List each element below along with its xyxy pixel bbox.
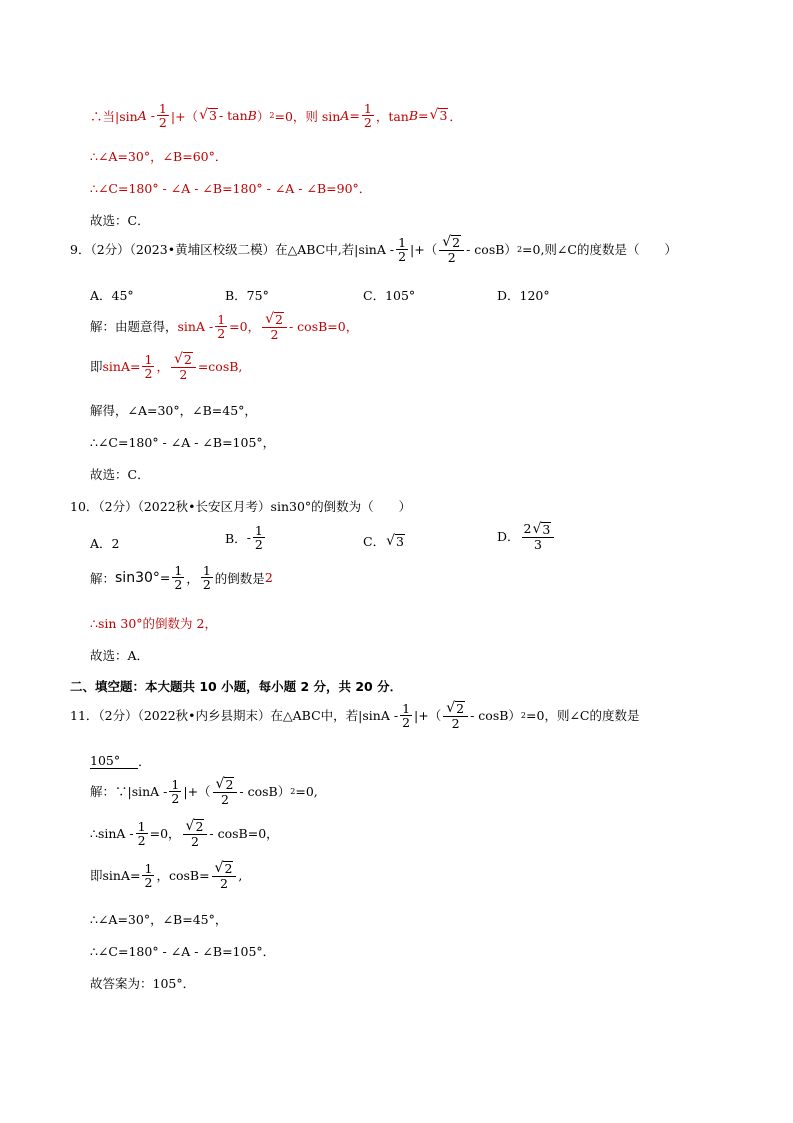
var-b: B: [247, 108, 257, 124]
radical-sign: √: [215, 776, 225, 792]
denominator: 2: [363, 115, 372, 131]
denominator: 2: [158, 115, 167, 131]
radicand: 3: [396, 533, 404, 549]
period: ．: [138, 754, 151, 769]
radical-sign: √: [214, 860, 224, 876]
text-segment: 解：由题意得，: [90, 319, 178, 335]
text-segment: ,: [238, 867, 243, 883]
radical-sign: √: [446, 700, 456, 716]
numerator: [171, 352, 196, 368]
fraction-one-half: [142, 353, 154, 380]
option-label: B．: [225, 530, 247, 546]
text-segment: 11．（2分）（2022秋•内乡县期末）在△ABC中，若|sinA -: [70, 708, 399, 724]
fraction-sqrt2-over-2: [213, 777, 238, 806]
radical-sign: √: [265, 311, 275, 327]
prev-solution-line-2: ∴∠A=30°，∠B=60°．: [90, 149, 228, 164]
sqrt-two: [186, 819, 205, 834]
fraction-2sqrt3-over-3: [522, 522, 555, 551]
prev-solution-line-1: ∴当|sin A - $\frac{1}{2}$ |+（ √ 3 - tan B ） 2 =0，则 sin A = $\frac{1}{2}$ ，tan B = √ 3 ．: [90, 101, 462, 131]
q10-choice: 故选：A．: [90, 648, 150, 663]
q9-option-d[interactable]: D．120°: [497, 288, 550, 303]
text-segment: 的倒数是: [214, 570, 265, 586]
radicand: 2: [456, 701, 465, 716]
numerator: 1: [402, 700, 411, 716]
text-segment: =0,则∠C的度数是（ ）: [522, 242, 677, 258]
fraction-sqrt2-over-2: [212, 861, 237, 890]
fraction-one-half: [253, 524, 265, 551]
text-segment: |+（: [170, 108, 199, 124]
text-segment: - cosB）: [470, 708, 521, 724]
q9-option-a[interactable]: A．45°: [90, 288, 134, 303]
sqrt-three: [386, 534, 405, 549]
q11-stem: [70, 701, 639, 730]
sqrt-two: [446, 701, 465, 716]
text-segment: 即: [90, 359, 103, 375]
text-segment: ，tan: [375, 108, 409, 124]
fraction-one-half: [157, 102, 169, 129]
q9-choice: 故选：C．: [90, 467, 150, 482]
var-a: A: [340, 108, 350, 124]
numerator: 1: [174, 563, 183, 578]
numerator: [212, 861, 237, 877]
exponent: 2: [520, 710, 527, 720]
text-segment: ，: [156, 359, 169, 375]
sqrt-two: [215, 861, 234, 876]
text-segment: sinA=: [102, 867, 141, 883]
denominator: 2: [447, 249, 456, 265]
var-b: B: [408, 108, 419, 124]
radical-sign: √: [199, 107, 208, 124]
denominator: 2: [137, 832, 146, 848]
q9-option-b[interactable]: B．75°: [225, 288, 269, 303]
radical-sign: √: [429, 107, 439, 124]
text-segment: - cosB=0，: [209, 826, 279, 842]
text-segment: |+（: [410, 242, 438, 258]
denominator: 2: [254, 537, 263, 553]
exponent: 2: [516, 244, 523, 254]
radicand: 2: [224, 861, 233, 876]
radicand: 3: [439, 108, 448, 124]
denominator: 3: [533, 536, 542, 552]
text-segment: =0，: [149, 826, 181, 842]
q11-solution-line-5: ∴∠C=180° - ∠A - ∠B=105°．: [90, 944, 276, 959]
section-2-title: 二、填空题：本大题共 10 小题，每小题 2 分，共 20 分．: [70, 679, 403, 694]
q11-solution-line-4: ∴∠A=30°，∠B=45°，: [90, 912, 228, 927]
q10-solution-line-1: [90, 564, 273, 591]
text-segment: 解：∵|sinA -: [90, 784, 168, 800]
option-label: C．: [363, 534, 386, 549]
q10-option-b[interactable]: [225, 524, 267, 551]
q11-answer-blank: [90, 752, 151, 770]
fraction-one-half: [172, 564, 184, 591]
numerator: [522, 522, 555, 538]
q11-solution-line-2: [90, 819, 279, 848]
numerator: 1: [171, 776, 180, 792]
text-segment: =0,: [295, 783, 318, 799]
radicand: 2: [225, 777, 234, 792]
radical-sign: √: [173, 351, 183, 367]
radical-sign: √: [532, 521, 542, 537]
numerator: 1: [398, 234, 407, 250]
text-segment: ，: [186, 570, 199, 586]
q9-stem: [70, 235, 677, 264]
numerator: [183, 819, 208, 835]
fraction-one-half: [136, 820, 148, 847]
numerator: [439, 235, 464, 251]
denominator: 2: [221, 791, 229, 807]
q10-option-d[interactable]: [497, 522, 556, 551]
text-segment: - cosB）: [466, 242, 517, 258]
q10-solution-line-2: ∴sin 30°的倒数为 2，: [90, 616, 217, 631]
denominator: 2: [179, 366, 188, 382]
q9-option-c[interactable]: C．105°: [363, 288, 416, 303]
q11-solution-line-1: [90, 777, 318, 806]
q9-solution-line-1: [90, 312, 358, 341]
q10-option-a[interactable]: A．2: [90, 536, 120, 551]
text-segment: 2: [264, 570, 273, 586]
sqrt-three: [532, 522, 551, 537]
exponent: 2: [290, 786, 296, 796]
fraction-one-half: [362, 102, 374, 129]
answer-text: 105°: [90, 753, 138, 769]
numerator: 1: [137, 818, 146, 834]
q9-solution-line-4: ∴∠C=180° - ∠A - ∠B=105°，: [90, 435, 276, 450]
denominator: 2: [171, 790, 180, 806]
exponent: 2: [269, 111, 275, 121]
q10-option-c[interactable]: [363, 532, 406, 550]
q11-solution-line-3: [90, 861, 242, 890]
text-segment: =0，: [229, 319, 261, 335]
fraction-sqrt2-over-2: [171, 352, 196, 381]
fraction-sqrt2-over-2: [439, 235, 464, 264]
radicand: 2: [275, 312, 283, 327]
numerator: [443, 701, 468, 717]
fraction-one-half: [396, 236, 408, 263]
coefficient: 2: [523, 521, 532, 536]
fraction-one-half: [215, 313, 227, 340]
numerator: 1: [217, 311, 226, 327]
denominator: 2: [202, 577, 211, 593]
text-segment: sin30°: [115, 569, 160, 586]
radicand: 2: [452, 235, 461, 250]
prev-solution-line-3: ∴∠C=180° - ∠A - ∠B=180° - ∠A - ∠B=90°．: [90, 181, 372, 196]
option-label: D．: [497, 529, 520, 545]
sqrt-two: [216, 777, 235, 792]
fraction-sqrt2-over-2: [183, 819, 208, 848]
fraction-one-half: [400, 702, 412, 729]
text-segment: - cosB）: [239, 784, 291, 800]
fraction-sqrt2-over-2: [262, 312, 287, 341]
prev-choice: 故选：C．: [90, 213, 150, 228]
numerator: 1: [144, 860, 153, 876]
denominator: 2: [402, 714, 411, 730]
sqrt-three: [199, 108, 218, 123]
denominator: 2: [190, 833, 199, 849]
numerator: 1: [363, 101, 372, 116]
denominator: 2: [270, 326, 279, 342]
text-segment: =cosB,: [197, 358, 243, 374]
denominator: 2: [144, 365, 153, 381]
text-segment: ∴当|sin: [90, 108, 138, 124]
text-segment: 即: [90, 868, 103, 884]
denominator: 2: [451, 715, 460, 731]
denominator: 2: [398, 248, 407, 264]
radicand: 3: [208, 108, 217, 124]
text-segment: =0，则∠C的度数是: [526, 708, 640, 724]
radical-sign: √: [386, 532, 395, 549]
numerator: [213, 777, 238, 793]
radical-sign: √: [442, 234, 452, 250]
sqrt-two: [442, 235, 461, 250]
text-segment: 9．（2分）（2023•黄埔区校级二模）在△ABC中,若|sinA -: [70, 242, 395, 258]
text-segment: =: [159, 570, 171, 586]
radicand: 2: [183, 352, 192, 367]
text-segment: =0，则 sin: [274, 108, 341, 124]
denominator: 2: [174, 577, 183, 593]
text-segment: - tan: [218, 108, 248, 124]
q9-solution-line-3: 解得，∠A=30°，∠B=45°，: [90, 403, 257, 418]
text-segment: ）: [256, 108, 270, 124]
denominator: 2: [144, 874, 153, 890]
numerator: 1: [202, 563, 211, 578]
denominator: 2: [220, 875, 228, 891]
text-segment: sinA -: [177, 318, 214, 334]
q10-stem: 10．（2分）（2022秋•长安区月考）sin30°的倒数为（ ）: [70, 499, 412, 514]
text-segment: |+（: [414, 708, 442, 724]
minus-sign: -: [246, 530, 251, 546]
text-segment: - cosB=0，: [288, 319, 359, 335]
q9-solution-line-2: [90, 352, 242, 381]
fraction-one-half: [142, 862, 154, 889]
radicand: 2: [195, 819, 204, 834]
text-segment: sinA=: [102, 358, 141, 374]
numerator: [262, 312, 287, 328]
q11-final-answer: 故答案为：105°．: [90, 976, 196, 991]
denominator: 2: [217, 325, 226, 341]
sqrt-three: [430, 108, 449, 123]
text-segment: 解：: [90, 570, 116, 586]
numerator: 1: [158, 101, 167, 116]
text-segment: |+（: [183, 784, 211, 800]
fraction-sqrt2-over-2: [443, 701, 468, 730]
numerator: 1: [254, 523, 263, 538]
radicand: 3: [542, 522, 551, 537]
sqrt-two: [265, 312, 284, 327]
sqrt-two: [174, 352, 193, 367]
text-segment: ∴sinA -: [90, 825, 134, 841]
numerator: 1: [144, 351, 153, 367]
radical-sign: √: [185, 818, 195, 834]
fraction-one-half: [201, 564, 213, 591]
fraction-one-half: [169, 778, 181, 805]
var-a: A: [137, 108, 147, 124]
text-segment: ，cosB=: [156, 868, 210, 884]
